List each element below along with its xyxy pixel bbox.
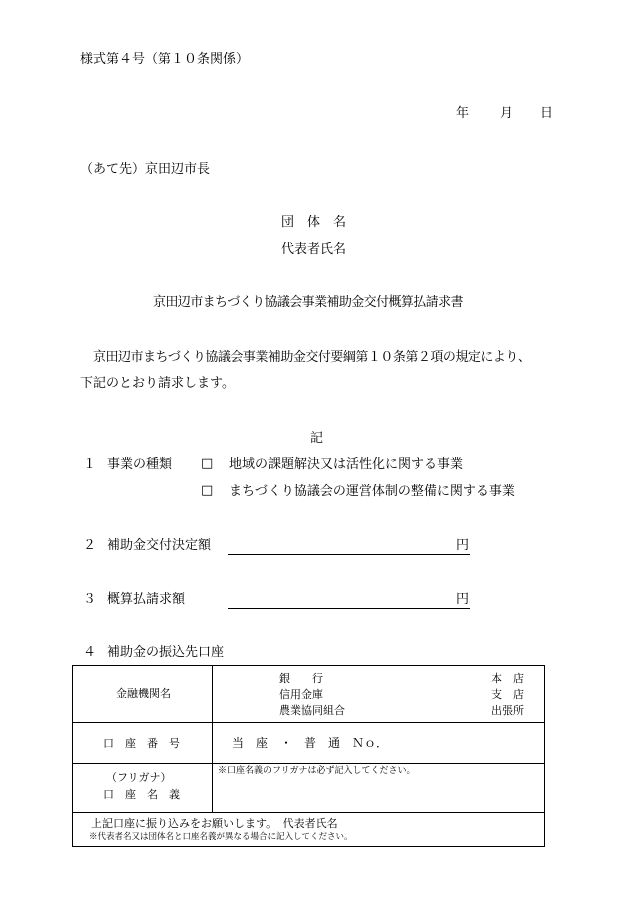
account-holder-label: 口 座 名 義 bbox=[103, 788, 180, 801]
item3-label: 概算払請求額 bbox=[107, 592, 186, 607]
footer-note: ※代表者名又は団体名と口座名義が異なる場合に記入してください。 bbox=[89, 832, 353, 842]
ki-heading: 記 bbox=[310, 431, 324, 446]
item2-unit: 円 bbox=[456, 538, 470, 553]
table-row-divider-2 bbox=[72, 763, 545, 764]
document-title: 京田辺市まちづくり協議会事業補助金交付概算払請求書 bbox=[153, 295, 463, 310]
branch-type-office[interactable]: 出張所 bbox=[491, 704, 524, 717]
item4-number: ４ bbox=[83, 645, 97, 660]
checkbox-regional-project[interactable]: □ bbox=[201, 456, 214, 471]
option-regional-project: 地域の課題解決又は活性化に関する事業 bbox=[229, 457, 464, 472]
date-day-label: 日 bbox=[540, 106, 554, 121]
subsidy-amount-line[interactable] bbox=[228, 554, 470, 555]
account-number-label: 口 座 番 号 bbox=[103, 737, 180, 750]
form-number: 様式第４号（第１０条関係） bbox=[80, 52, 250, 67]
option-operation-project: まちづくり協議会の運営体制の整備に関する事業 bbox=[229, 484, 515, 499]
account-type-field[interactable]: 当 座 ・ 普 通 Ｎｏ． bbox=[232, 736, 389, 750]
footer-request-line: 上記口座に振り込みをお願いします。 代表者氏名 bbox=[91, 817, 338, 830]
kana-note: ※口座名義のフリガナは必ず記入してください。 bbox=[218, 766, 416, 776]
table-row-divider-1 bbox=[72, 722, 545, 723]
item2-label: 補助金交付決定額 bbox=[107, 538, 212, 553]
bank-type-shinkin[interactable]: 信用金庫 bbox=[279, 688, 323, 701]
bank-type-bank[interactable]: 銀 行 bbox=[279, 672, 323, 685]
institution-label: 金融機関名 bbox=[116, 687, 171, 700]
addressee: （あて先）京田辺市長 bbox=[80, 162, 211, 177]
item2-number: ２ bbox=[83, 538, 97, 553]
date-month-label: 月 bbox=[500, 106, 514, 121]
body-line-1: 京田辺市まちづくり協議会事業補助金交付要綱第１０条第２項の規定により、 bbox=[93, 350, 531, 365]
request-amount-line[interactable] bbox=[228, 608, 470, 609]
item1-number: １ bbox=[83, 457, 97, 472]
table-column-divider bbox=[212, 665, 213, 812]
branch-type-head[interactable]: 本 店 bbox=[491, 672, 524, 685]
org-name-label: 団 体 名 bbox=[281, 215, 347, 230]
item4-label: 補助金の振込先口座 bbox=[107, 645, 225, 660]
item3-unit: 円 bbox=[456, 592, 470, 607]
bank-type-ja[interactable]: 農業協同組合 bbox=[279, 704, 345, 717]
table-row-divider-3 bbox=[72, 812, 545, 813]
item1-label: 事業の種類 bbox=[107, 457, 173, 472]
branch-type-branch[interactable]: 支 店 bbox=[491, 688, 524, 701]
kana-label: （フリガナ） bbox=[106, 771, 172, 784]
checkbox-operation-project[interactable]: □ bbox=[201, 483, 214, 498]
date-year-label: 年 bbox=[456, 106, 470, 121]
body-line-2: 下記のとおり請求します。 bbox=[80, 376, 235, 391]
item3-number: ３ bbox=[83, 592, 97, 607]
rep-name-label: 代表者氏名 bbox=[281, 242, 347, 257]
